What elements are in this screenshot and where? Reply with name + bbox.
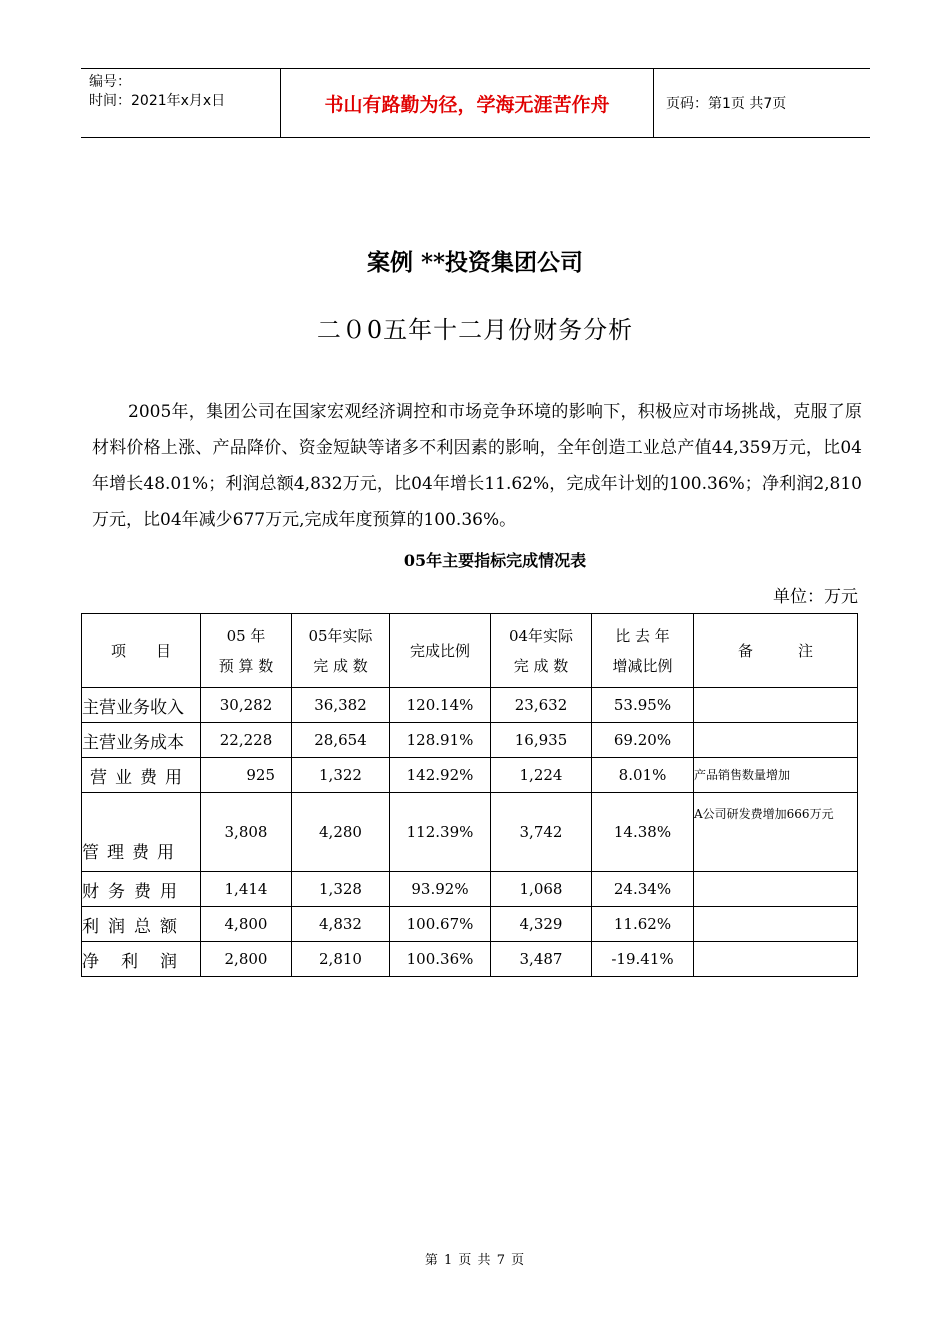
row-remark xyxy=(694,942,858,977)
number-label: 编号： xyxy=(89,74,131,90)
intro-paragraph: 2005年，集团公司在国家宏观经济调控和市场竞争环境的影响下，积极应对市场挑战，克服了原材料价格上涨、产品降价、资金短缺等诸多不利因素的影响，全年创造工业总产值44,359万元，比04年增长48.01%；利润总额4,832万元，比04年增长11.62%，完成年计划的100.36%；净利润2,810万元，比04年减少677万元,完成年度预算的100.36%。 xyxy=(92,402,862,530)
row-remark: A公司研发费增加666万元 xyxy=(694,793,858,872)
row-actual05: 4,832 xyxy=(292,907,390,942)
row-budget: 30,282 xyxy=(201,688,292,723)
header-page-info: 页码：第1页 共7页 xyxy=(666,96,787,112)
row-actual05: 4,280 xyxy=(292,793,390,872)
header-actual04-line2: 完 成 数 xyxy=(513,656,569,675)
row-ratio: 128.91% xyxy=(390,723,491,758)
row-actual04: 23,632 xyxy=(491,688,592,723)
row-budget: 925 xyxy=(201,758,292,793)
table-row xyxy=(82,688,858,723)
row-actual05: 2,810 xyxy=(292,942,390,977)
row-actual04: 3,487 xyxy=(491,942,592,977)
header-budget xyxy=(201,614,292,688)
table-row xyxy=(82,758,858,793)
row-budget: 3,808 xyxy=(201,793,292,872)
header-meta xyxy=(81,69,281,137)
header-budget-line2: 预 算 数 xyxy=(218,656,274,675)
page-footer: 第 1 页 共 7 页 xyxy=(424,1253,526,1268)
row-actual05: 36,382 xyxy=(292,688,390,723)
header-motto: 书山有路勤为径，学海无涯苦作舟 xyxy=(281,69,654,137)
row-actual04: 4,329 xyxy=(491,907,592,942)
row-remark xyxy=(694,688,858,723)
document-subtitle: 二０0五年十二月份财务分析 xyxy=(316,316,634,344)
header-change-line1: 比 去 年 xyxy=(615,626,670,645)
row-remark xyxy=(694,723,858,758)
header-actual05 xyxy=(292,614,390,688)
row-remark xyxy=(694,907,858,942)
row-item: 财务费用 xyxy=(82,872,201,907)
row-item: 主营业务收入 xyxy=(82,688,201,723)
header-actual04-line1: 04年实际 xyxy=(508,626,574,645)
row-actual04: 1,068 xyxy=(491,872,592,907)
row-ratio: 100.67% xyxy=(390,907,491,942)
row-change: 53.95% xyxy=(592,688,694,723)
row-change: 11.62% xyxy=(592,907,694,942)
row-ratio: 120.14% xyxy=(390,688,491,723)
table-row xyxy=(82,907,858,942)
row-change: -19.41% xyxy=(592,942,694,977)
row-actual04: 3,742 xyxy=(491,793,592,872)
row-change: 24.34% xyxy=(592,872,694,907)
row-budget: 22,228 xyxy=(201,723,292,758)
header-actual04 xyxy=(491,614,592,688)
row-actual05: 28,654 xyxy=(292,723,390,758)
row-remark xyxy=(694,872,858,907)
header-item: 项 目 xyxy=(82,614,201,688)
row-ratio: 112.39% xyxy=(390,793,491,872)
row-item: 利润总额 xyxy=(82,907,201,942)
indicator-table xyxy=(81,613,858,977)
table-header-row xyxy=(82,614,858,688)
table-row xyxy=(82,942,858,977)
row-change: 69.20% xyxy=(592,723,694,758)
row-item: 营业费用 xyxy=(82,758,201,793)
row-actual05: 1,328 xyxy=(292,872,390,907)
row-budget: 1,414 xyxy=(201,872,292,907)
row-budget: 2,800 xyxy=(201,942,292,977)
table-unit: 单位：万元 xyxy=(773,587,858,607)
table-caption: 05年主要指标完成情况表 xyxy=(403,551,587,570)
row-ratio: 142.92% xyxy=(390,758,491,793)
row-actual04: 16,935 xyxy=(491,723,592,758)
row-budget: 4,800 xyxy=(201,907,292,942)
row-item: 主营业务成本 xyxy=(82,723,201,758)
table-row xyxy=(82,872,858,907)
row-ratio: 93.92% xyxy=(390,872,491,907)
time-text: 时间：2021年x月x日 xyxy=(89,93,226,109)
header-budget-line1: 05 年 xyxy=(226,626,266,645)
row-item: 管理费用 xyxy=(82,793,201,872)
table-row xyxy=(82,723,858,758)
header-actual05-line2: 完 成 数 xyxy=(313,656,368,675)
header-change-line2: 增减比例 xyxy=(612,656,673,675)
row-change: 14.38% xyxy=(592,793,694,872)
header-ratio: 完成比例 xyxy=(390,614,491,688)
row-item: 净利润 xyxy=(82,942,201,977)
header-remark: 备 注 xyxy=(694,614,858,688)
row-remark: 产品销售数量增加 xyxy=(694,758,858,793)
row-actual04: 1,224 xyxy=(491,758,592,793)
header-actual05-line1: 05年实际 xyxy=(308,626,373,645)
page-header xyxy=(81,68,870,138)
header-change xyxy=(592,614,694,688)
row-ratio: 100.36% xyxy=(390,942,491,977)
table-row xyxy=(82,793,858,872)
document-title: 案例 **投资集团公司 xyxy=(366,249,584,276)
row-actual05: 1,322 xyxy=(292,758,390,793)
row-change: 8.01% xyxy=(592,758,694,793)
